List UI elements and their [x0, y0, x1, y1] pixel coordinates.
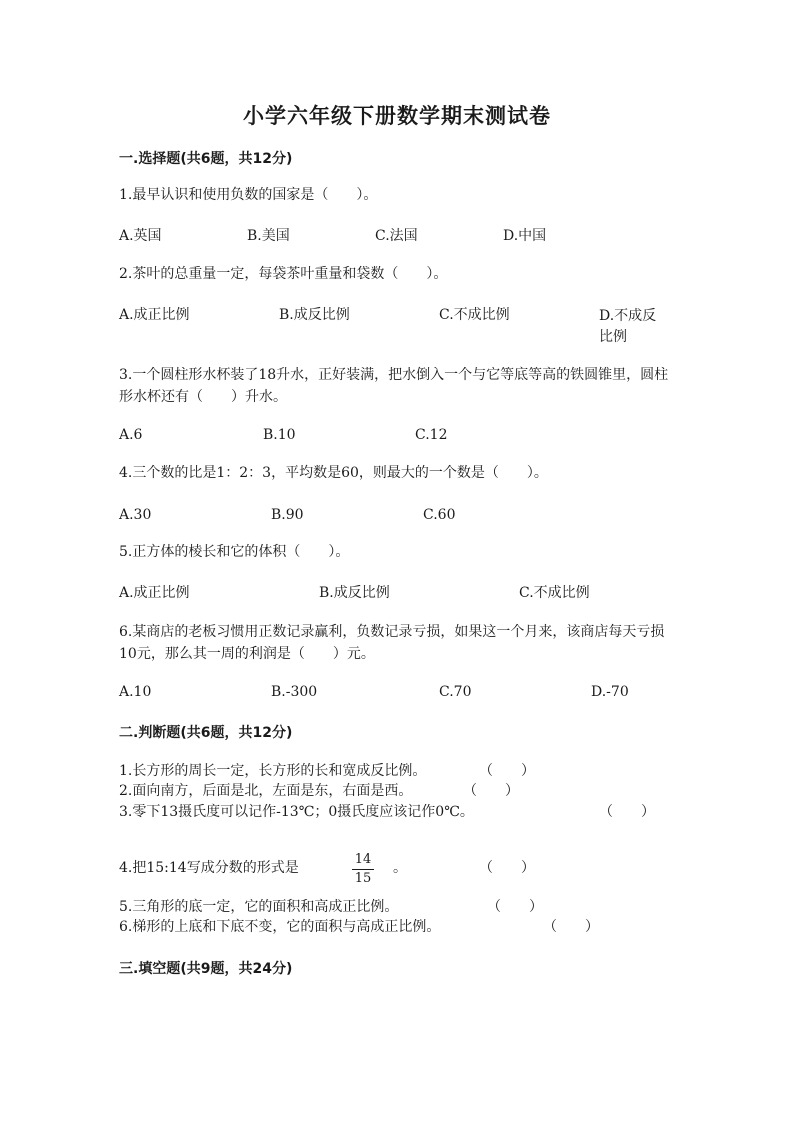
- choice-6-option-d: D.-70: [591, 684, 629, 700]
- choice-3-option-c: C.12: [415, 427, 448, 443]
- judge-4-answer-paren: （ ）: [479, 860, 535, 876]
- choice-5-option-c: C.不成比例: [519, 585, 590, 601]
- fraction-14-over-15: [352, 852, 374, 887]
- choice-6-option-c: C.70: [439, 684, 472, 700]
- choice-4-option-a: A.30: [119, 507, 152, 523]
- judge-6-answer-paren: （ ）: [543, 919, 599, 935]
- choice-4-option-c: C.60: [423, 507, 456, 523]
- choice-2-option-b: B.成反比例: [279, 307, 350, 323]
- judge-statement-1: 1.长方形的周长一定，长方形的长和宽成反比例。: [119, 763, 427, 779]
- choice-question-4: 4.三个数的比是1：2：3，平均数是60，则最大的一个数是（ ）。: [119, 465, 548, 481]
- choice-1-option-b: B.美国: [247, 228, 290, 244]
- choice-1-option-d: D.中国: [503, 228, 547, 244]
- judge-statement-4-end: 。: [393, 860, 407, 876]
- choice-question-1: 1.最早认识和使用负数的国家是（ ）。: [119, 187, 378, 203]
- judge-statement-5: 5.三角形的底一定，它的面积和高成正比例。: [119, 899, 399, 915]
- choice-5-option-b: B.成反比例: [319, 585, 390, 601]
- choice-2-option-d: D.不成反比例: [599, 308, 657, 345]
- section-heading-judge: 二.判断题(共6题，共12分): [119, 725, 293, 741]
- judge-5-answer-paren: （ ）: [487, 899, 543, 915]
- choice-6-option-a: A.10: [119, 684, 152, 700]
- judge-statement-2: 2.面向南方，后面是北，左面是东，右面是西。: [119, 783, 413, 799]
- choice-3-option-b: B.10: [263, 427, 296, 443]
- choice-question-2: 2.茶叶的总重量一定，每袋茶叶重量和袋数（ ）。: [119, 266, 448, 282]
- choice-2-option-c: C.不成比例: [439, 307, 510, 323]
- judge-statement-3: 3.零下13摄氏度可以记作-13℃；0摄氏度应该记作0℃。: [119, 804, 474, 820]
- choice-5-option-a: A.成正比例: [119, 585, 190, 601]
- choice-question-5: 5.正方体的棱长和它的体积（ ）。: [119, 544, 350, 560]
- judge-statement-6: 6.梯形的上底和下底不变，它的面积与高成正比例。: [119, 919, 441, 935]
- choice-4-option-b: B.90: [271, 507, 304, 523]
- judge-3-answer-paren: （ ）: [599, 804, 655, 820]
- fraction-denominator: 15: [354, 871, 372, 886]
- fraction-numerator: 14: [352, 852, 374, 870]
- choice-1-option-c: C.法国: [375, 228, 418, 244]
- judge-statement-4-text: 4.把15:14写成分数的形式是: [119, 860, 299, 876]
- section-heading-fill: 三.填空题(共9题，共24分): [119, 961, 293, 977]
- choice-question-3: 3.一个圆柱形水杯装了18升水，正好装满，把水倒入一个与它等底等高的铁圆锥里，圆柱形水杯还有（ ）升水。: [119, 367, 669, 405]
- choice-6-option-b: B.-300: [271, 684, 318, 700]
- choice-1-option-a: A.英国: [119, 228, 162, 244]
- choice-question-6: 6.某商店的老板习惯用正数记录赢利，负数记录亏损，如果这一个月来，该商店每天亏损10元，那么其一周的利润是（ ）元。: [119, 624, 665, 662]
- judge-2-answer-paren: （ ）: [463, 783, 519, 799]
- section-heading-choice: 一.选择题(共6题，共12分): [119, 151, 293, 167]
- choice-2-option-a: A.成正比例: [119, 307, 190, 323]
- choice-3-option-a: A.6: [119, 427, 143, 443]
- judge-1-answer-paren: （ ）: [479, 763, 535, 779]
- page-title: 小学六年级下册数学期末测试卷: [243, 104, 551, 128]
